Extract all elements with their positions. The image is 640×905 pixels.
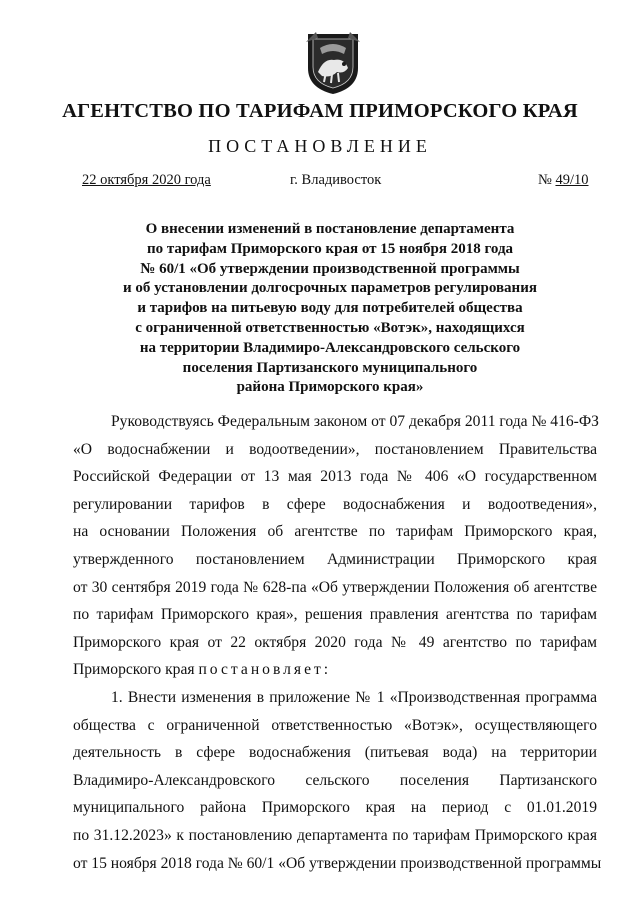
body-line: на основании Положения об агентстве по тарифам Приморского края, — [73, 523, 597, 541]
document-body — [73, 408, 602, 877]
body-line: Владимиро-Александровского сельского поселения Партизанского — [73, 771, 597, 789]
document-date: 22 октября 2020 года — [82, 172, 211, 188]
body-line — [73, 656, 597, 684]
body-line: от 15 ноября 2018 года № 60/1 «Об утверждении производственной программы — [73, 854, 602, 872]
body-line: муниципального района Приморского края на период с 01.01.2019 — [73, 799, 597, 817]
coat-of-arms-emblem-icon — [304, 28, 362, 96]
document-title — [100, 220, 560, 398]
title-line: района Приморского края» — [236, 379, 424, 396]
agency-name: АГЕНТСТВО ПО ТАРИФАМ ПРИМОРСКОГО КРАЯ — [62, 100, 578, 122]
title-line: О внесении изменений в постановление департамента — [145, 221, 515, 237]
number-prefix: № — [538, 172, 556, 188]
title-line: № 60/1 «Об утверждении производственной программы — [140, 260, 520, 277]
resolves-word: постановляет: — [198, 661, 332, 679]
title-line: и об установлении долгосрочных параметров регулирования — [123, 280, 537, 297]
body-line: общества с ограниченной ответственностью «Вотэк», осуществляющего — [73, 716, 597, 734]
body-line: Российской Федерации от 13 мая 2013 года № 406 «О государственном — [73, 468, 597, 486]
body-line: регулировании тарифов в сфере водоснабжения и водоотведения», — [73, 495, 597, 513]
title-line: и тарифов на питьевую воду для потребителей общества — [137, 300, 523, 317]
title-line: с ограниченной ответственностью «Вотэк», находящихся — [135, 319, 525, 336]
title-line: поселения Партизанского муниципального — [182, 359, 478, 376]
body-line: по 31.12.2023» к постановлению департамента по тарифам Приморского края — [73, 826, 597, 844]
body-line: Руководствуясь Федеральным законом от 07 декабря 2011 года № 416-ФЗ — [111, 413, 599, 430]
body-line: от 30 сентября 2019 года № 628-па «Об утверждении Положения об агентстве — [73, 578, 597, 596]
body-line: Приморского края от 22 октября 2020 года № 49 агентство по тарифам — [73, 633, 597, 651]
body-line: 1. Внести изменения в приложение № 1 «Производственная программа — [111, 688, 597, 706]
body-line: деятельность в сфере водоснабжения (питьевая вода) на территории — [73, 744, 597, 762]
body-line: «О водоснабжении и водоотведении», постановлением Правительства — [73, 440, 597, 458]
document-city: г. Владивосток — [290, 172, 382, 188]
body-text: Приморского края — [73, 661, 199, 679]
body-line: по тарифам Приморского края», решения правления агентства по тарифам — [73, 606, 597, 624]
document-type: ПОСТАНОВЛЕНИЕ — [208, 136, 432, 156]
title-line: на территории Владимиро-Александровского сельского — [139, 339, 521, 356]
body-line: утвержденного постановлением Администрации Приморского края — [73, 550, 597, 568]
number-value: 49/10 — [555, 172, 589, 188]
document-number — [538, 172, 589, 189]
title-line: по тарифам Приморского края от 15 ноября 2018 года — [146, 240, 514, 257]
